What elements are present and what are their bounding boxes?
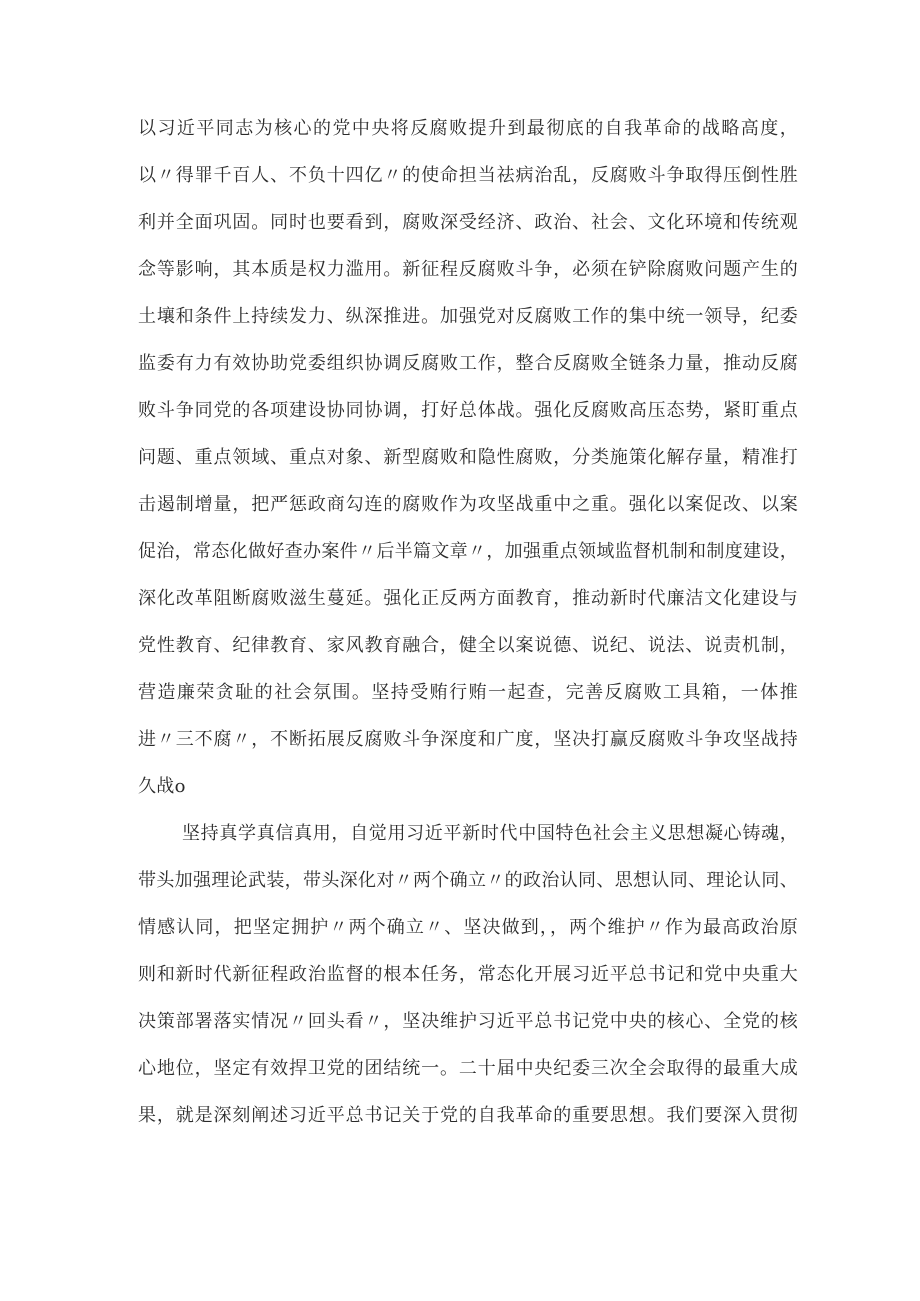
paragraph-line: 果，就是深刻阐述习近平总书记关于党的自我革命的重要思想。我们要深入贯彻 (138, 1105, 798, 1126)
paragraph-line: 则和新时代新征程政治监督的根本任务，常态化开展习近平总书记和党中央重大 (138, 964, 798, 985)
paragraph-line: 久战o (138, 776, 186, 797)
paragraph-line: 党性教育、纪律教育、家风教育融合，健全以案说德、说纪、说法、说责机制， (138, 635, 798, 656)
paragraph-line: 情感认同，把坚定拥护〃两个确立〃、坚决做到，，两个维护〃作为最高政治原 (138, 917, 798, 938)
paragraph-line: 决策部署落实情况〃回头看〃，坚决维护习近平总书记党中央的核心、全党的核 (138, 1011, 798, 1032)
paragraph-line: 带头加强理论武装，带头深化对〃两个确立〃的政治认同、思想认同、理论认同、 (138, 870, 798, 891)
paragraph-line: 坚持真学真信真用，自觉用习近平新时代中国特色社会主义思想凝心铸魂， (182, 823, 798, 844)
paragraph-line: 进〃三不腐〃，不断拓展反腐败斗争深度和广度，坚决打赢反腐败斗争攻坚战持 (138, 729, 798, 750)
paragraph-1 (138, 105, 798, 810)
paragraph-line: 心地位，坚定有效捍卫党的团结统一。二十届中央纪委三次全会取得的最重大成 (138, 1058, 798, 1079)
paragraph-line: 击遏制增量，把严惩政商勾连的腐败作为攻坚战重中之重。强化以案促改、以案 (138, 494, 798, 515)
paragraph-line: 监委有力有效协助党委组织协调反腐败工作，整合反腐败全链条力量，推动反腐 (138, 353, 798, 374)
paragraph-line: 以习近平同志为核心的党中央将反腐败提升到最彻底的自我革命的战略高度， (138, 118, 798, 139)
paragraph-line: 营造廉荣贪耻的社会氛围。坚持受贿行贿一起查，完善反腐败工具箱，一体推 (138, 682, 798, 703)
paragraph-line: 利并全面巩固。同时也要看到，腐败深受经济、政治、社会、文化环境和传统观 (138, 212, 798, 233)
paragraph-line: 深化改革阻断腐败滋生蔓延。强化正反两方面教育，推动新时代廉洁文化建设与 (138, 588, 798, 609)
paragraph-line: 土壤和条件上持续发力、纵深推进。加强党对反腐败工作的集中统一领导，纪委 (138, 306, 798, 327)
paragraph-2 (138, 810, 798, 1139)
paragraph-line: 念等影响，其本质是权力滥用。新征程反腐败斗争，必须在铲除腐败问题产生的 (138, 259, 798, 280)
paragraph-line: 以〃得罪千百人、不负十四亿〃的使命担当祛病治乱，反腐败斗争取得压倒性胜 (138, 165, 798, 186)
paragraph-line: 问题、重点领域、重点对象、新型腐败和隐性腐败，分类施策化解存量，精准打 (138, 447, 798, 468)
paragraph-line: 败斗争同党的各项建设协同协调，打好总体战。强化反腐败高压态势，紧盯重点 (138, 400, 798, 421)
paragraph-line: 促治，常态化做好查办案件〃后半篇文章〃，加强重点领域监督机制和制度建设， (138, 541, 798, 562)
